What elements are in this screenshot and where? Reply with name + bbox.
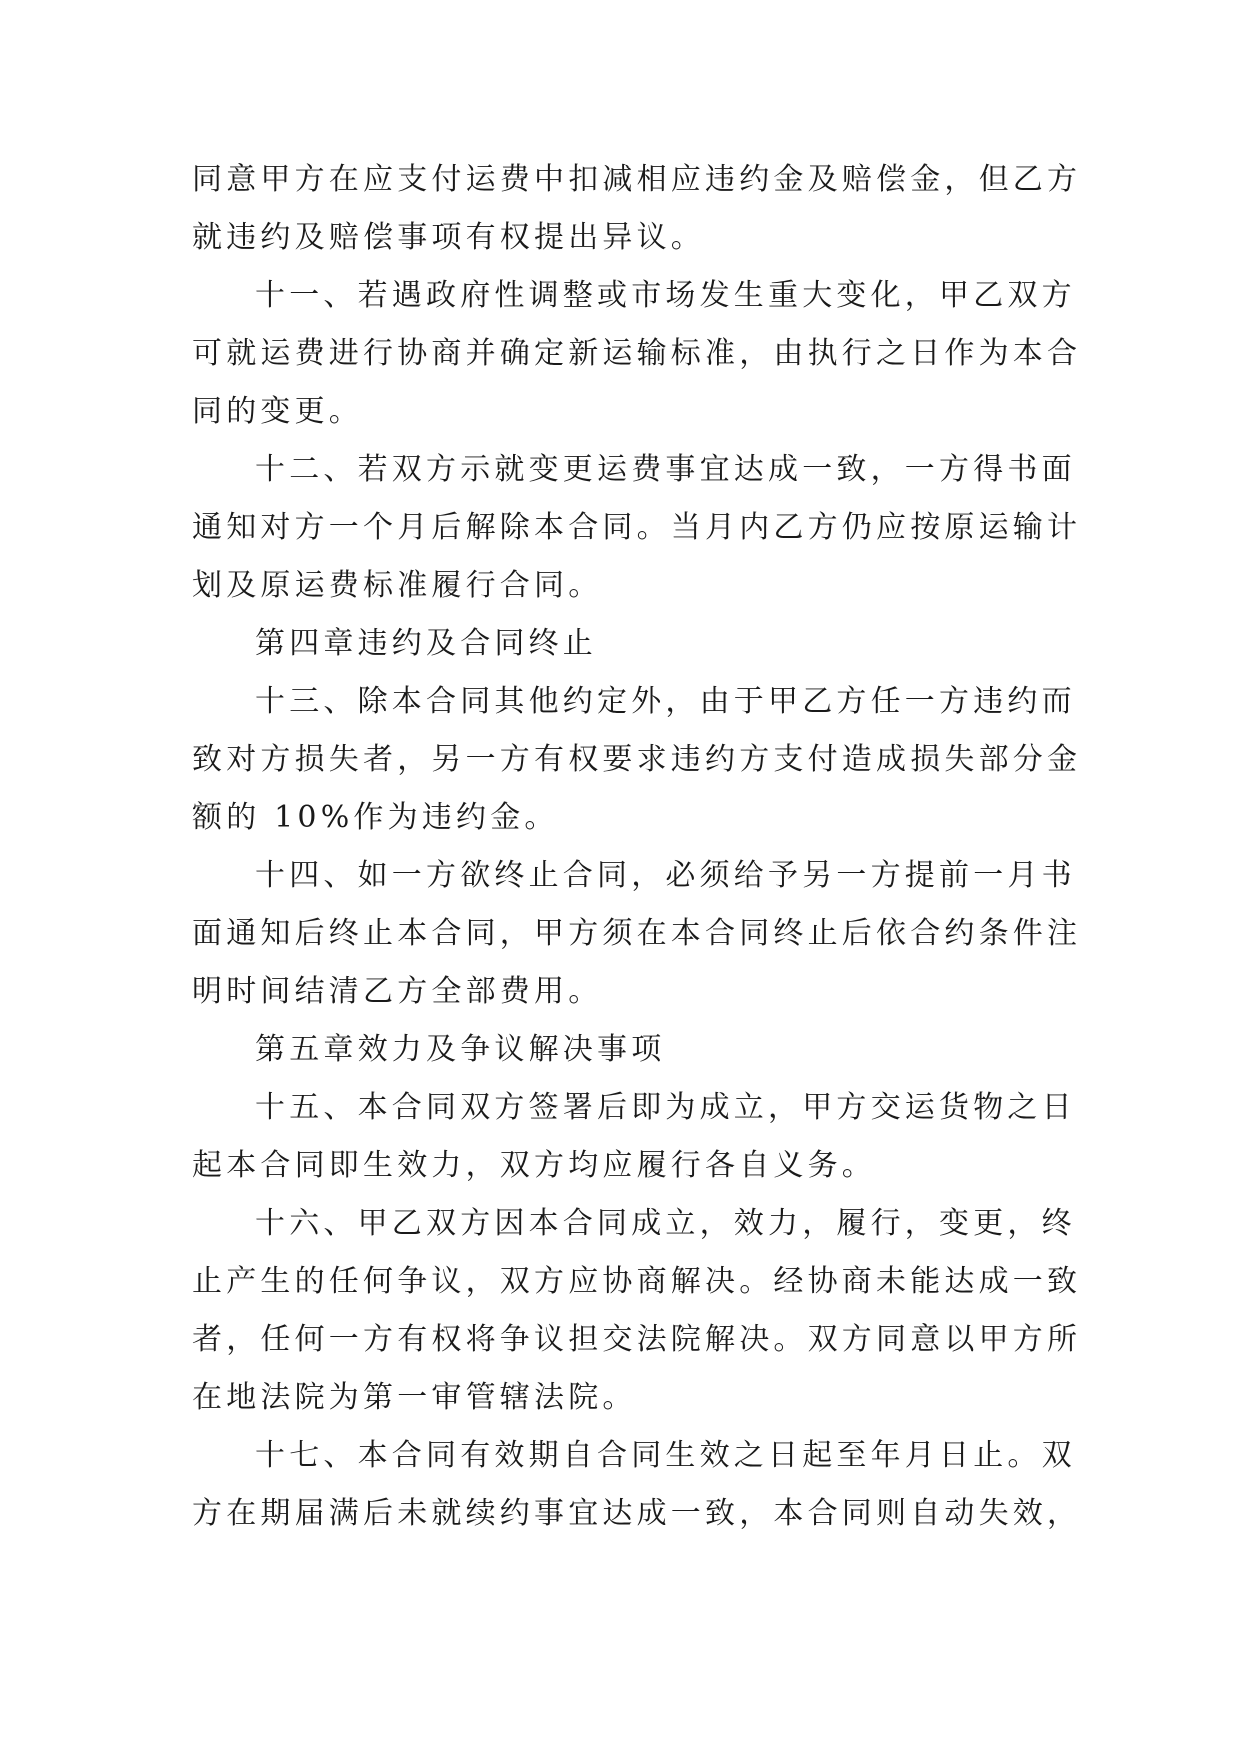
text-line: 就违约及赔偿事项有权提出异议。: [192, 220, 705, 255]
text-line: 通知对方一个月后解除本合同。当月内乙方仍应按原运输计: [192, 510, 1082, 545]
text-line: 可就运费进行协商并确定新运输标准，由执行之日作为本合: [192, 336, 1082, 371]
clause-11: 十一、若遇政府性调整或市场发生重大变化，甲乙双方: [255, 278, 1076, 313]
text-line: 划及原运费标准履行合同。: [192, 568, 603, 603]
clause-16: 十六、甲乙双方因本合同成立，效力，履行，变更，终: [255, 1206, 1076, 1241]
text-line: 同意甲方在应支付运费中扣减相应违约金及赔偿金，但乙方: [192, 162, 1082, 197]
text-line: 同的变更。: [192, 394, 363, 429]
text-line: 致对方损失者，另一方有权要求违约方支付造成损失部分金: [192, 742, 1082, 777]
clause-15: 十五、本合同双方签署后即为成立，甲方交运货物之日: [255, 1090, 1076, 1125]
clause-13: 十三、除本合同其他约定外，由于甲乙方任一方违约而: [255, 684, 1076, 719]
text-line: 起本合同即生效力，双方均应履行各自义务。: [192, 1148, 876, 1183]
clause-14: 十四、如一方欲终止合同，必须给予另一方提前一月书: [255, 858, 1076, 893]
clause-12: 十二、若双方示就变更运费事宜达成一致，一方得书面: [255, 452, 1076, 487]
text-line: 面通知后终止本合同，甲方须在本合同终止后依合约条件注: [192, 916, 1082, 951]
text-line: 额的 10%作为违约金。: [192, 800, 559, 835]
text-line: 明时间结清乙方全部费用。: [192, 974, 603, 1009]
text-line: 在地法院为第一审管辖法院。: [192, 1380, 637, 1415]
text-line: 方在期届满后未就续约事宜达成一致，本合同则自动失效，: [192, 1496, 1082, 1531]
clause-17: 十七、本合同有效期自合同生效之日起至年月日止。双: [255, 1438, 1076, 1473]
chapter-5-heading: 第五章效力及争议解决事项: [255, 1032, 666, 1067]
chapter-4-heading: 第四章违约及合同终止: [255, 626, 597, 661]
text-line: 者，任何一方有权将争议担交法院解决。双方同意以甲方所: [192, 1322, 1082, 1357]
text-line: 止产生的任何争议，双方应协商解决。经协商未能达成一致: [192, 1264, 1082, 1299]
